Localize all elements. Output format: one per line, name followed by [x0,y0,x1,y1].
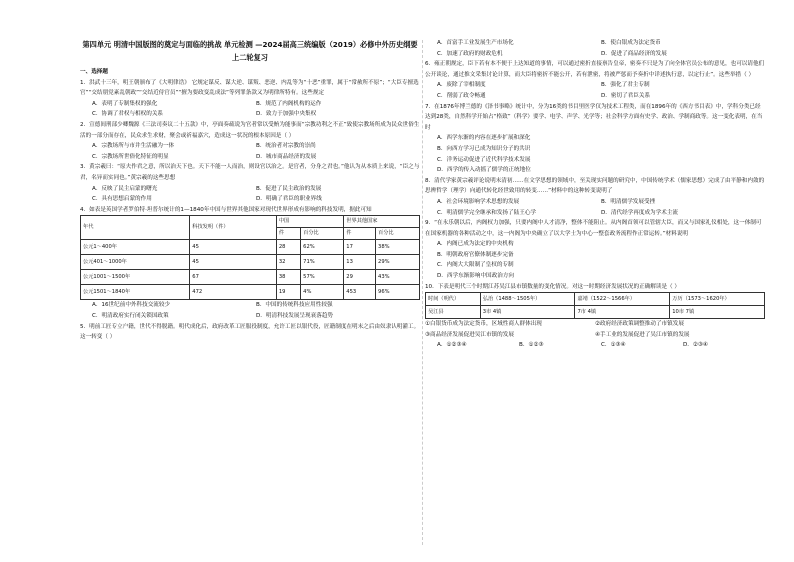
question-2-options-2 [80,152,420,163]
q4-option-c[interactable]: C．明清政府实行闭关锁国政策 [92,312,169,319]
table-header-jian: 件 [276,228,300,240]
right-column [425,38,765,351]
question-5-options [425,38,765,49]
q3-option-d[interactable]: D．明确了君臣的职业界线 [256,196,322,203]
q10-option-a[interactable]: A．①②③④ [437,342,467,349]
table-row [81,255,420,270]
q10-statement-3: ③商品经济发展促进吴江市镇的发展 [425,331,514,338]
q9-option-b[interactable]: B．明朝政府官僚体制逐步完备 [437,251,514,258]
q1-option-b[interactable]: B．规范了内阁机构的运作 [256,100,322,107]
cell-count: 472 [190,285,277,300]
q7-option-c[interactable]: C．洋务运动促进了近代科学技术发展 [437,156,531,163]
q8-option-d[interactable]: D．清代经学再度成为学术主流 [601,209,679,216]
q7-option-b[interactable]: B．向西方学习已成为知识分子的共识 [437,145,531,152]
q8-option-a[interactable]: A．社会环境影响学术思想的发展 [437,198,520,205]
q10-statement-2: ②政府经济政策调整推动了市镇发展 [595,321,684,328]
q4-option-d[interactable]: D．明清科技发展呈现衰落趋势 [256,312,334,319]
cell-cnp: 57% [301,270,344,285]
table-row [426,306,765,319]
question-4-stem: 4．如表是英国学者罗伯特·坦普尔统计的1—1840年中国与世界其他国家对现代世界形成有影响的科技发明，据此可知 [80,206,372,213]
q9-option-d[interactable]: D．西学东渐影响中国政治方向 [437,273,515,280]
q2-option-c[interactable]: C．宗教场所世俗化特征的明显 [92,153,169,160]
q1-option-a[interactable]: A．表明了专制集权的强化 [92,100,158,107]
table-row [81,240,420,255]
q7-option-d[interactable]: D．西学的传入动摇了儒学的正统地位 [437,167,531,174]
column-divider [422,40,423,545]
table-row [81,285,420,300]
table-row [81,270,420,285]
cell-wn: 453 [344,285,376,300]
cell-wnp: 29% [376,255,420,270]
cell-wnp: 43% [376,270,420,285]
cell-cn: 19 [276,285,300,300]
q7-option-a[interactable]: A．西学东渐的内容在逐步扩展和深化 [437,135,531,142]
question-5-stem: 5．明前工匠专立户籍，世代不得脱籍。明代成化后，政府改革工匠服役制度，允许工匠以银代役，匠籍制度在明末之后由奴隶认明灌工。这一转变（ ） [80,323,420,341]
cell-count: 45 [190,240,277,255]
q10-statement-1: ①白银货币成为法定货币，区域性商人群体出现 [425,321,542,328]
cell-wn: 13 [344,255,376,270]
q4-option-a[interactable]: A．16世纪前中外科技交流较少 [92,302,171,309]
q5-option-d[interactable]: D．促进了商品经济的发展 [601,50,667,57]
t2-cell-v1: 3市 4镇 [480,306,575,319]
question-10-stem: 10．下表是明代三个时期江苏吴江县市镇数量的变化情况。对这一时期经济发展状况的正确解读是（ ） [425,283,681,290]
q2-option-d[interactable]: D．城市商品经济的发展 [256,153,317,160]
q2-option-a[interactable]: A．宗教场所与市井生活融为一体 [92,143,175,150]
cell-wn: 29 [344,270,376,285]
q3-option-b[interactable]: B．促进了民主政治的发展 [256,185,322,192]
cell-cnp: 71% [301,255,344,270]
cell-wnp: 96% [376,285,420,300]
cell-era: 公元401～1000年 [81,255,190,270]
q6-option-c[interactable]: C．削弱了政令畅通 [437,92,486,99]
question-6-options [425,80,765,91]
cell-count: 67 [190,270,277,285]
q5-option-c[interactable]: C．加速了政府的财政危机 [437,50,503,57]
question-8-options [425,197,765,208]
section-heading: 一、选择题 [80,69,108,75]
q9-option-c[interactable]: C．内阁大大限制了皇权的专制 [437,262,514,269]
question-1-stem: 1．洪武十三年，明王朝颁布了《大明律诰》 它规定谋反、谋大逆、谋叛、恶逆、内乱等为“十恶”重罪，属于“常赦所不原”；“大臣专擅选官”“交结朋党紊乱朝政”“交结近侍官员”“擅为要政变乱成法”等列罪条款又为明律所特有。这些规定 [80,79,419,97]
question-2-stem: 2．宣德间刑部少卿魏源《三法司奏议二十五款》中，亭面奏疏说为官者常以受贿为能事而“宗教功利之不正”致使宗教场所成为民众世俗生活的一部分而存在，民众求生求财，聚会或祈福嘉穴，造成这一状况的根本原因是（ ） [80,121,420,139]
cell-era: 公元1001～1500年 [81,270,190,285]
q10-statements-2 [425,330,765,341]
q4-option-b[interactable]: B．中国的传统科技应用性较强 [256,302,333,309]
question-6-options-2 [425,91,765,102]
table-header-pct: 百分比 [376,228,420,240]
question-4-options-2 [80,311,420,322]
q2-option-b[interactable]: B．统治者对宗教的崇尚 [256,143,316,150]
question-9-stem: 9．“在永乐朝以后，内阁权力加强，只要内阁中人才清净，整体不能阻止。从内阁首领可以管辖大臣，而又与国家礼仪相处，这一体制可在国家机器的各种活动之中，这一内阁为中央确立了以大学士为中心一整套政务流程作正常运转。”材料说明 [425,220,762,237]
invention-table [80,215,420,300]
t2-cell-v3: 10市 7镇 [670,306,765,319]
question-4-options [80,300,420,311]
q1-option-c[interactable]: C．协调了君权与相权的关系 [92,111,164,118]
table-row [426,293,765,306]
question-8-stem: 8．清代学家黄宗羲评论说明末清初……在文学思想的领域中，至关现实问题的研究中，中国传统学术（儒家思想）完成了由平静和内敛的思辨哲学（理学）向通代转化经世致用的转变……”材料中的这种转变说明了 [425,177,765,195]
table-header-count: 科技发明（件） [190,216,277,240]
table-header-era: 年代 [81,216,190,240]
q3-option-a[interactable]: A．反映了民主启蒙的曙光 [92,185,158,192]
t2-cell-v2: 7市 4镇 [575,306,670,319]
q10-option-d[interactable]: D．②③④ [683,342,708,349]
question-1-options [80,99,420,110]
cell-cnp: 62% [301,240,344,255]
t2-cell-name: 吴江县 [426,306,481,319]
cell-cn: 28 [276,240,300,255]
cell-count: 45 [190,255,277,270]
table-header-china: 中国 [276,216,343,228]
q10-option-b[interactable]: B．①②③ [519,342,544,349]
q8-option-c[interactable]: C．明清儒学完全继承和发扬了陆王心学 [437,209,537,216]
q5-option-a[interactable]: A．首富手工业发展生产市场化 [437,40,514,46]
q6-option-d[interactable]: D．密切了君臣关系 [601,92,651,99]
table-header-jian: 件 [344,228,376,240]
q10-statement-4: ④手工业的发展促进了吴江市镇的发展 [595,331,690,338]
question-8-options-2 [425,208,765,219]
q9-option-a[interactable]: A．内阁已成为法定的中央机构 [437,241,514,248]
question-3-options [80,184,420,195]
t2-header-p3: 万历（1573～1620年） [670,293,765,306]
q10-statements-1 [425,319,765,330]
question-2-options [80,141,420,152]
cell-era: 公元1501～1840年 [81,285,190,300]
q10-option-c[interactable]: C．①③④ [601,342,626,349]
q8-option-b[interactable]: B．明清儒学发展受挫 [601,198,656,205]
t2-header-p2: 嘉靖（1522～1566年） [575,293,670,306]
q1-option-d[interactable]: D．致力于加强中央集权 [256,111,317,118]
table-header-world: 世界其他国家 [344,216,420,228]
question-3-options-2 [80,194,420,205]
q5-option-b[interactable]: B．使白银成为法定货币 [601,40,661,46]
market-town-table [425,292,765,319]
question-7-stem: 7．在1876年博兰德的《泽书事略》统计中，分为16类的书目里医学仅为技术工程类，而在1896年的《西方书目表》中，学科分类已经达到28类，自然科学开始占“格致”（科学）要学、电学、声学、光学等；社会科学方面有史学、政治、学制商政等。这一变化表明，在当时 [425,103,763,131]
cell-cnp: 4% [301,285,344,300]
question-3-stem: 3．黄宗羲曰：“原夫作君之意，所以治天下也。天下不能一人而治，则设官以治之。是官者，分身之君也。”他认为从本质上来说，“臣之与君，名异而实同也。”黄宗羲的这些思想 [80,164,420,181]
left-column [80,38,420,343]
q3-option-c[interactable]: C．具有思想启蒙的作用 [92,196,152,203]
question-10-options [425,340,765,351]
cell-era: 公元1～400年 [81,240,190,255]
question-5-options-2 [425,49,765,60]
cell-cn: 38 [276,270,300,285]
document-title: 第四单元 明清中国版图的奠定与面临的挑战 单元检测 —2024届高三统编版（2019）必修中外历史纲要上二轮复习 [82,40,418,62]
t2-header-p1: 弘治（1488～1505年） [480,293,575,306]
cell-wnp: 38% [376,240,420,255]
t2-header-time: 时间（明代） [426,293,481,306]
q6-option-a[interactable]: A．废除了宰相制度 [437,82,486,89]
cell-wn: 17 [344,240,376,255]
question-6-stem: 6．雍正朝规定，臣下若有本不便于上达知道的事情，可以通过密折直接禀告皇帝，密奏不只是为了向全体官员公布的意见，也可以请他们公开谈论，通过推文采集讨论计算，而大臣将密折不能公开，若有泄密，将被严惩而予奏折中详述执行意，以定行止”。这些举措（ ） [425,61,765,78]
table-header-pct: 百分比 [301,228,344,240]
cell-cn: 32 [276,255,300,270]
question-1-options-2 [80,109,420,120]
q6-option-b[interactable]: B．强化了君主专制 [601,82,650,89]
